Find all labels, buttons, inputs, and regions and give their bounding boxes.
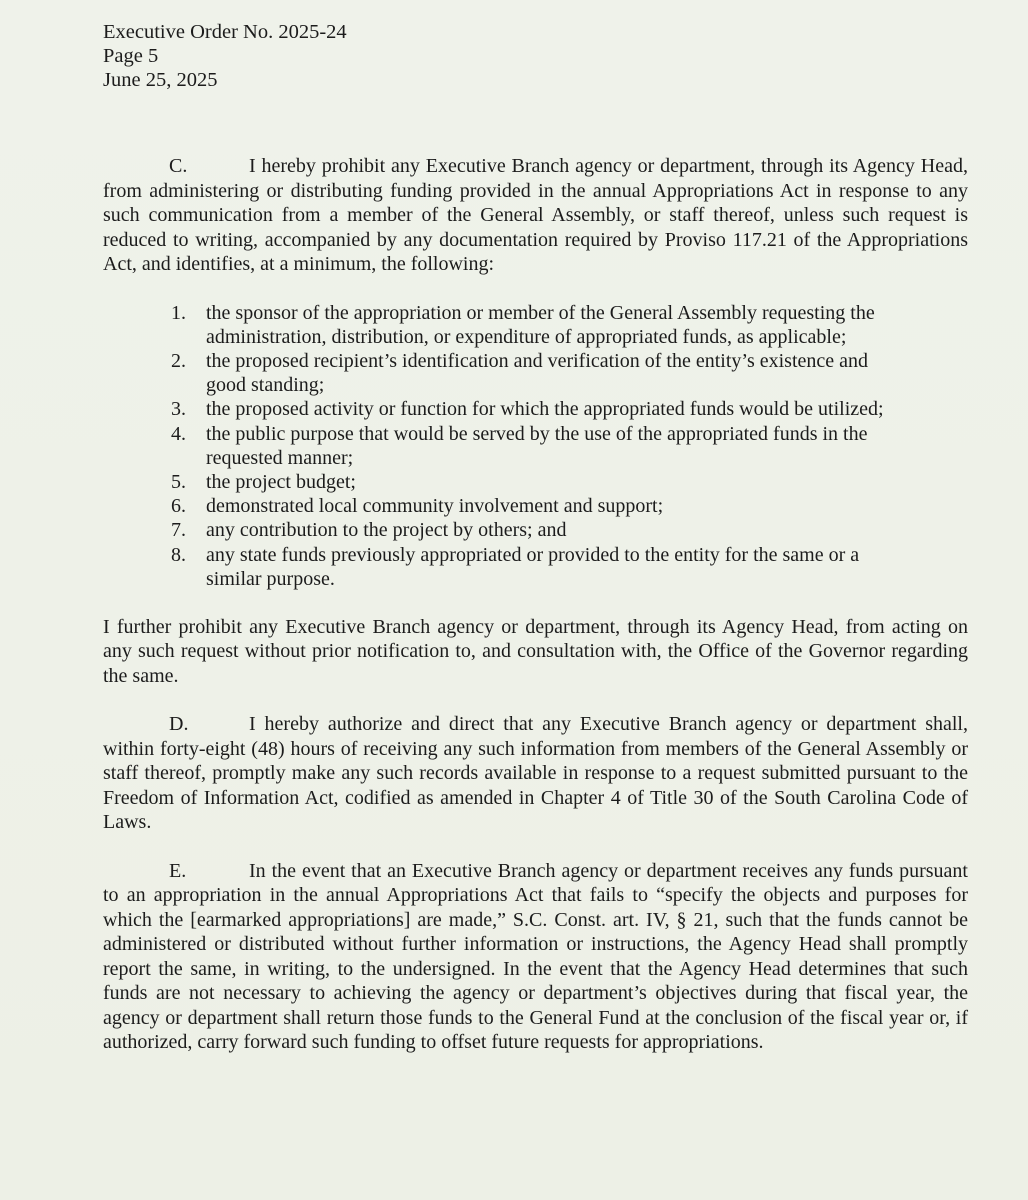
list-item (103, 301, 968, 349)
list-item-text: the proposed recipient’s identification and verification of the entity’s existence and good standing; (206, 349, 869, 397)
list-item (103, 422, 968, 470)
list-item-text: the proposed activity or function for which the appropriated funds would be utilized; (206, 398, 884, 421)
list-item-number: 2. (171, 349, 186, 372)
section-c-label: C. (169, 155, 188, 177)
list-item-number: 5. (171, 470, 186, 493)
order-date: June 25, 2025 (103, 69, 218, 91)
list-item-text: demonstrated local community involvement and support; (206, 495, 664, 518)
page-number: Page 5 (103, 45, 159, 67)
list-item-text: the sponsor of the appropriation or member of the General Assembly requesting the administration, distribution, or expenditure of appropriated funds, as applicable; (206, 301, 875, 348)
requirements-list (103, 301, 968, 591)
section-d-label: D. (169, 713, 189, 736)
order-number: Executive Order No. 2025-24 (103, 21, 347, 43)
list-item (103, 470, 968, 494)
list-item-text: the public purpose that would be served by the use of the appropriated funds in the requested manner; (206, 422, 868, 469)
list-item-text: any state funds previously appropriated or provided to the entity for the same or a similar purpose. (206, 543, 860, 590)
list-item (103, 543, 968, 591)
section-e-text: In the event that an Executive Branch agency or department receives any funds pursuant to an appropriation in the annual Appropriations Act that fails to “specify the objects and purposes for which the [earmarked appropriations] are made,” S.C. Const. art. IV, § 21, such that the funds cannot be administered or distributed without further information or instructions, the Agency Head shall promptly report the same, in writing, to the undersigned. In the event that the Agency Head determines that such funds are not necessary to achieving the agency or department’s objectives during that fiscal year, the agency or department shall return those funds to the General Fund at the conclusion of the fiscal year or, if authorized, carry forward such funding to offset future requests for appropriations. (103, 859, 968, 1054)
list-item-text: any contribution to the project by others; and (206, 519, 567, 542)
section-d-paragraph (103, 712, 968, 835)
section-e-paragraph (103, 859, 968, 1055)
list-item (103, 494, 968, 518)
list-item-number: 8. (171, 543, 186, 566)
list-item-number: 3. (171, 398, 186, 421)
list-item (103, 349, 968, 397)
section-d-text: I hereby authorize and direct that any Executive Branch agency or department shall, within forty-eight (48) hours of receiving any such information from members of the General Assembly or staff thereof, promptly make any such records available in response to a request submitted pursuant to the Freedom of Information Act, codified as amended in Chapter 4 of Title 30 of the South Carolina Code of Laws. (103, 713, 968, 834)
section-c-further-paragraph: I further prohibit any Executive Branch agency or department, through its Agency Head, from acting on any such request without prior notification to, and consultation with, the Office of the Governor regarding the same. (103, 615, 968, 687)
list-item-number: 1. (171, 301, 186, 324)
section-c-paragraph (103, 154, 968, 277)
document-header (103, 20, 968, 92)
list-item-text: the project budget; (206, 470, 356, 493)
list-item-number: 4. (171, 422, 186, 445)
list-item-number: 6. (171, 495, 186, 518)
list-item (103, 518, 968, 542)
list-item-number: 7. (171, 519, 186, 542)
list-item (103, 397, 968, 421)
section-e-label: E. (169, 859, 187, 882)
section-c-text: I hereby prohibit any Executive Branch agency or department, through its Agency Head, from administering or distributing funding provided in the annual Appropriations Act in response to any such communication from a member of the General Assembly, or staff thereof, unless such request is reduced to writing, accompanied by any documentation required by Proviso 117.21 of the Appropriations Act, and identifies, at a minimum, the following: (103, 155, 968, 275)
